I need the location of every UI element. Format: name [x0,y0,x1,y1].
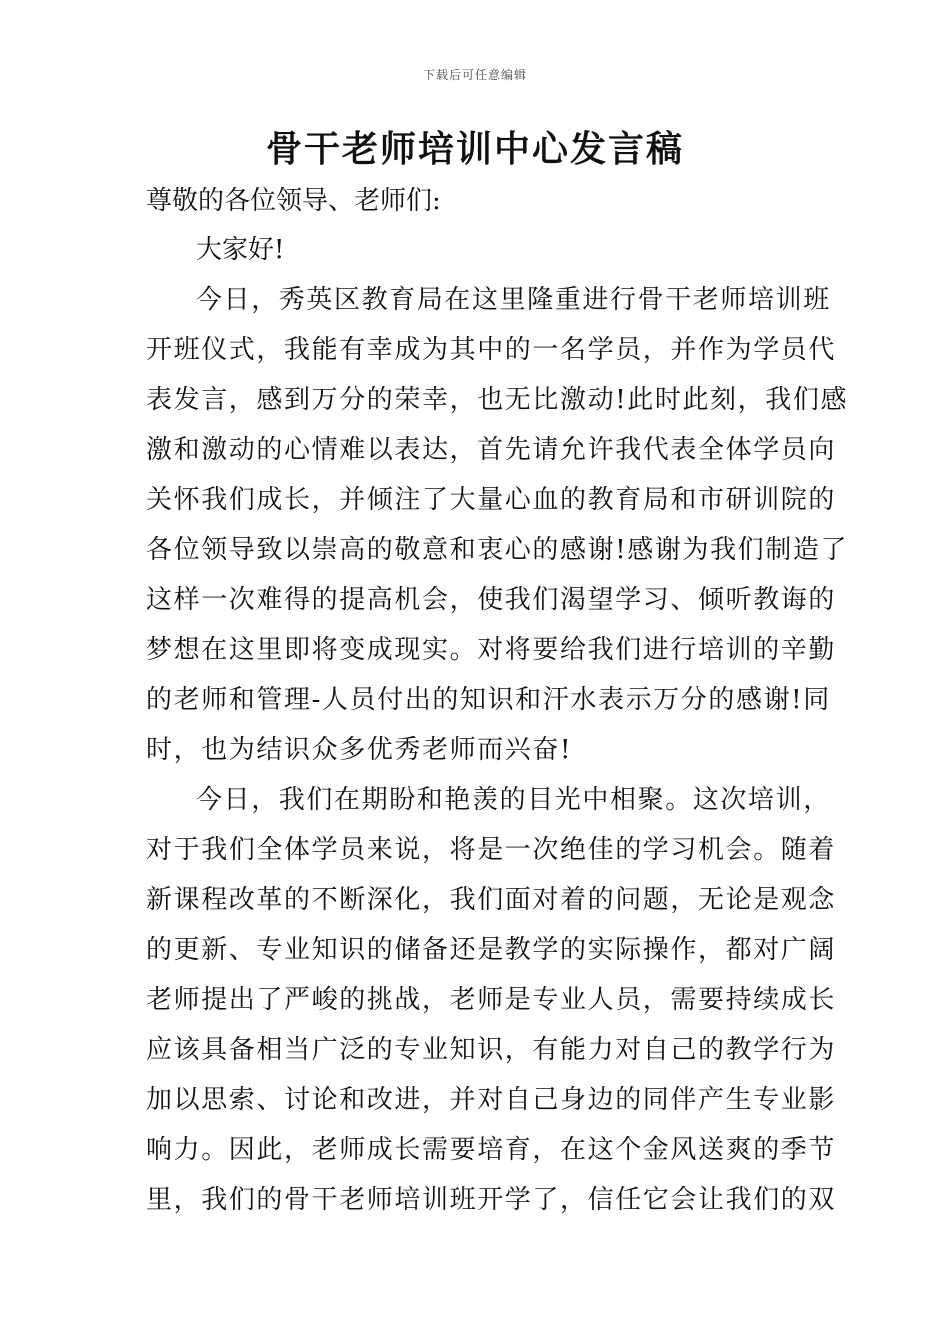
paragraph-line: 今日，秀英区教育局在这里隆重进行骨干老师培训班 [196,285,831,315]
greeting: 大家好! [196,235,285,265]
paragraph-line: 里，我们的骨干老师培训班开学了，信任它会让我们的双 [146,1185,837,1215]
paragraph-line: 响力。因此，老师成长需要培育，在这个金风送爽的季节 [146,1135,837,1165]
paragraph-line: 梦想在这里即将变成现实。对将要给我们进行培训的辛勤 [146,635,837,665]
paragraph-line: 表发言，感到万分的荣幸，也无比激动!此时此刻，我们感 [146,385,849,415]
paragraph-line: 关怀我们成长，并倾注了大量心血的教育局和市研训院的 [146,485,837,515]
paragraph-line: 今日，我们在期盼和艳羡的目光中相聚。这次培训， [196,785,831,815]
paragraph-line: 这样一次难得的提高机会，使我们渴望学习、倾听教诲的 [146,585,837,615]
header-note: 下载后可任意编辑 [422,68,527,82]
paragraph-line: 老师提出了严峻的挑战，老师是专业人员，需要持续成长 [146,985,837,1015]
paragraph-1 [146,275,849,775]
paragraph-line: 对于我们全体学员来说，将是一次绝佳的学习机会。随着 [146,835,837,865]
paragraph-line: 的更新、专业知识的储备还是教学的实际操作，都对广阔 [146,935,837,965]
paragraph-line: 应该具备相当广泛的专业知识，有能力对自己的教学行为 [146,1035,837,1065]
paragraph-line: 激和激动的心情难以表达，首先请允许我代表全体学员向 [146,435,837,465]
paragraph-line: 时，也为结识众多优秀老师而兴奋! [146,735,573,765]
paragraph-line: 开班仪式，我能有幸成为其中的一名学员，并作为学员代 [146,335,837,365]
paragraph-line: 各位领导致以崇高的敬意和衷心的感谢!感谢为我们制造了 [146,535,849,565]
paragraph-2 [146,775,837,1225]
paragraph-line: 加以思索、讨论和改进，并对自己身边的同伴产生专业影 [146,1085,837,1115]
salutation: 尊敬的各位领导、老师们: [146,186,441,216]
paragraph-line: 的老师和管理-人员付出的知识和汗水表示万分的感谢!同 [146,685,831,715]
paragraph-line: 新课程改革的不断深化，我们面对着的问题，无论是观念 [146,885,837,915]
document-title: 骨干老师培训中心发言稿 [265,128,684,170]
